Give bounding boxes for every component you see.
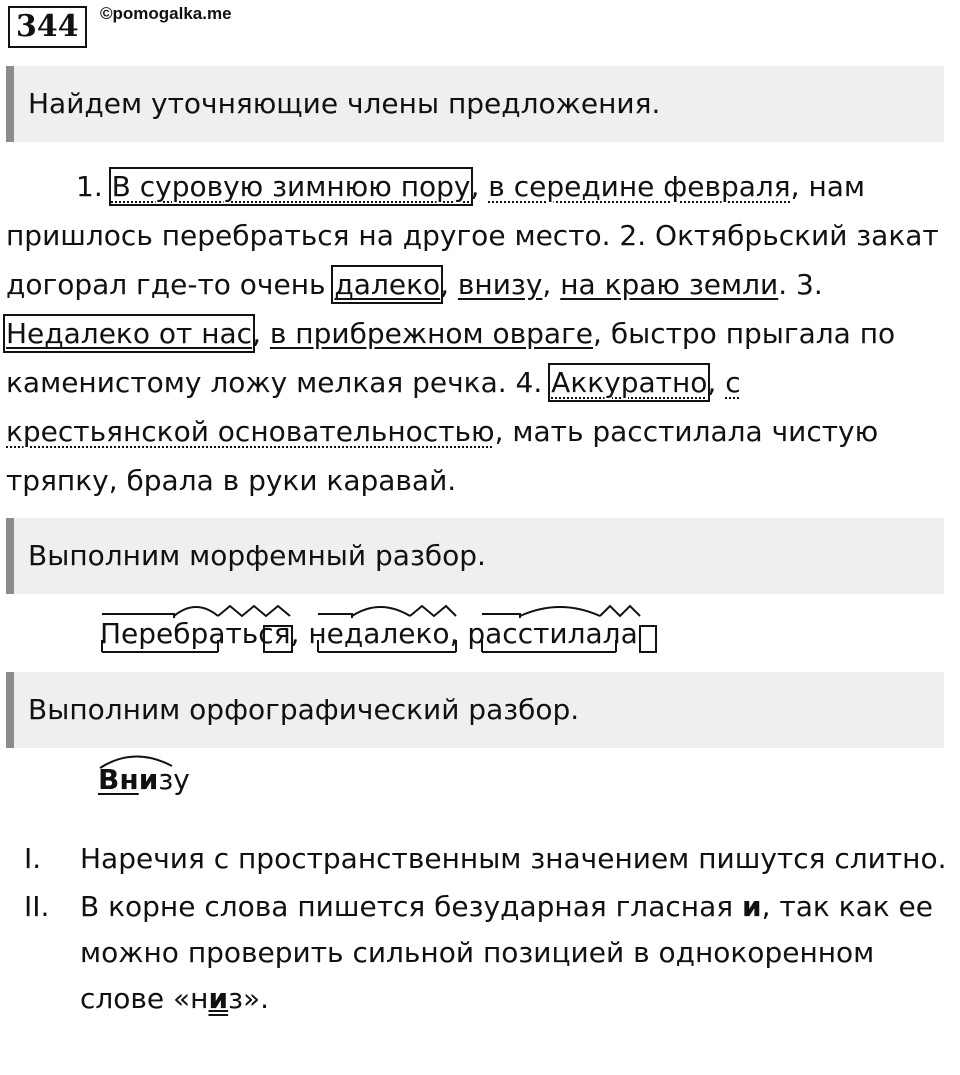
text-fragment: , мать расстилала чистую тряпку, брала в руки каравай. <box>6 415 879 497</box>
word-vowel: и <box>138 763 159 796</box>
clarifying-member: в середине февраля <box>488 170 791 203</box>
separator: , <box>449 617 468 650</box>
clarifying-member: с крестьянской основательностью <box>6 366 741 448</box>
morph-word: Перебраться <box>100 617 291 650</box>
rule-text: Наречия с пространственным значением пишутся слитно. <box>80 842 947 875</box>
task-number: 344 <box>8 6 87 48</box>
rules-list <box>14 836 950 1024</box>
sentence-number: 1. <box>76 170 112 203</box>
separator: , <box>290 617 309 650</box>
exercise-text <box>6 162 948 505</box>
rule-item <box>14 836 950 882</box>
section-title-morphemic: Выполним морфемный разбор. <box>6 518 944 594</box>
watermark: ©pomogalka.me <box>100 4 232 23</box>
text-fragment: , <box>707 366 726 399</box>
clarified-member: Недалеко от нас <box>6 317 253 350</box>
text-fragment: , так как ее можно проверить сильной позицией в однокоренном слове «н <box>80 890 934 1015</box>
rule-number: II. <box>24 890 50 923</box>
word-part: зу <box>158 763 190 796</box>
morph-word: расстилал <box>467 617 621 650</box>
morph-word: недалеко <box>308 617 450 650</box>
word-part: Вн <box>98 763 139 796</box>
rule-number: I. <box>24 842 42 875</box>
highlight-letter: и <box>208 982 229 1015</box>
morphemic-analysis <box>100 596 900 666</box>
clarifying-member: внизу <box>457 268 543 301</box>
text-fragment: , быстро прыгала по каменистому ложу мелкая речка. 4. <box>6 317 896 399</box>
clarified-member: Аккуратно <box>551 366 708 399</box>
clarifying-member: на краю земли <box>560 268 779 301</box>
text-fragment: , нам пришлось перебраться на другое место. 2. Октябрьский закат догорал где-то очень <box>6 170 939 301</box>
text-fragment: , <box>542 268 561 301</box>
text-fragment: , <box>252 317 270 350</box>
section-title-clarifying: Найдем уточняющие члены предложения. <box>6 66 944 142</box>
section-title-orthographic: Выполним орфографический разбор. <box>6 672 944 748</box>
highlight-letter: и <box>741 890 762 923</box>
text-fragment: , <box>470 170 489 203</box>
morph-words <box>100 614 638 654</box>
morph-ending: а <box>620 617 638 650</box>
ending-box <box>640 626 656 652</box>
text-fragment: В корне слова пишется безударная гласная <box>80 890 742 923</box>
rule-item <box>14 884 950 1022</box>
clarifying-member: в прибрежном овраге <box>269 317 594 350</box>
text-fragment: . 3. <box>778 268 823 301</box>
clarified-member: далеко <box>334 268 441 301</box>
clarified-member: В суровую зимнюю пору <box>111 170 471 203</box>
text-fragment: , <box>440 268 458 301</box>
text-fragment: з». <box>228 982 270 1015</box>
rule-text <box>80 884 950 1022</box>
root-arc <box>98 750 188 770</box>
orthographic-word <box>98 760 190 800</box>
